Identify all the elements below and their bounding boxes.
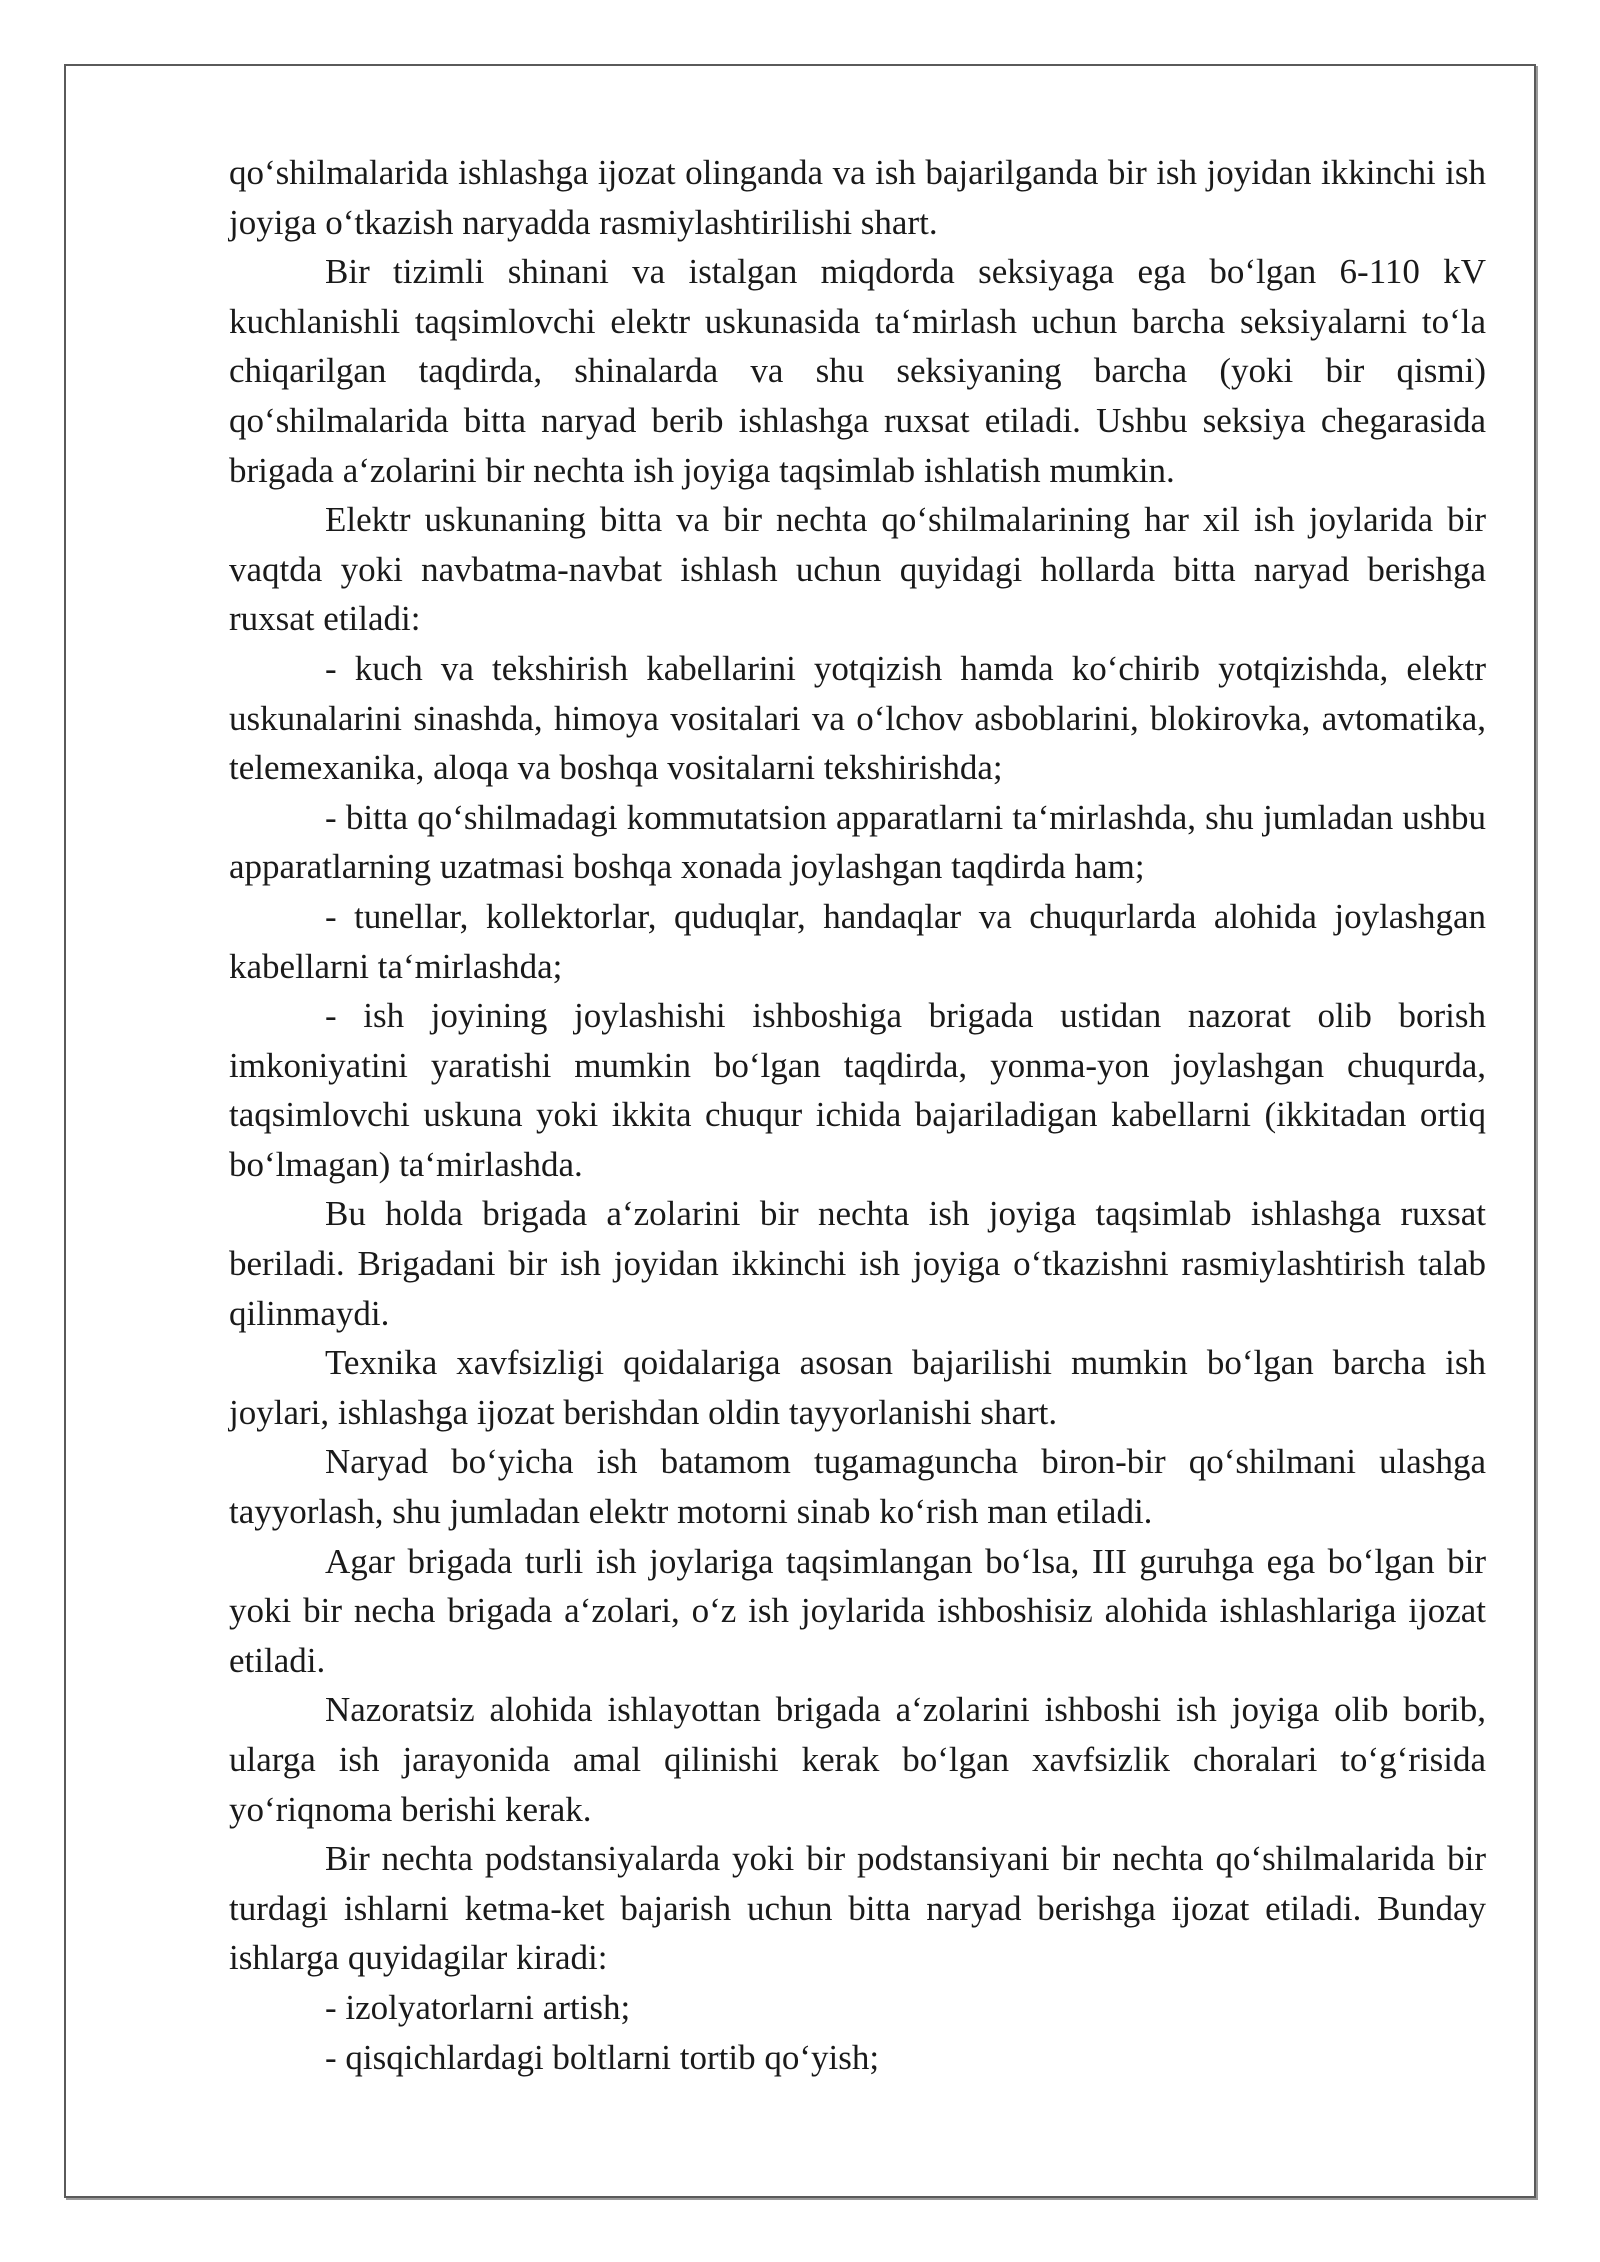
- paragraph: Texnika xavfsizligi qoidalariga asosan bajarilishi mumkin bo‘lgan barcha ish joylari, ishlashga ijozat berishdan oldin tayyorlanishi shart.: [229, 1343, 1486, 1432]
- paragraph: Nazoratsiz alohida ishlayottan brigada a‘zolarini ishboshi ish joyiga olib borib, ularga ish jarayonida amal qilinishi kerak bo‘lgan xavfsizlik choralari to‘g‘risida yo‘riqnoma berishi kerak.: [229, 1690, 1486, 1829]
- list-item: - kuch va tekshirish kabellarini yotqizish hamda ko‘chirib yotqizishda, elektr uskunalarini sinashda, himoya vositalari va o‘lchov asboblarini, blokirovka, avtomatika, telemexanika, aloqa va boshqa vositalarni tekshirishda;: [229, 648, 1486, 788]
- paragraph: Bir nechta podstansiyalarda yoki bir podstansiyani bir nechta qo‘shilmalarida bir turdagi ishlarni ketma-ket bajarish uchun bitta naryad berishga ijozat etiladi. Bunday ishlarga quyidagilar kiradi:: [229, 1839, 1486, 1978]
- document-body: [229, 148, 1486, 2082]
- paragraph: Agar brigada turli ish joylariga taqsimlangan bo‘lsa, III guruhga ega bo‘lgan bir yoki bir necha brigada a‘zolari, o‘z ish joylarida ishboshisiz alohida ishlashlariga ijozat etiladi.: [229, 1541, 1486, 1680]
- paragraph: Bir tizimli shinani va istalgan miqdorda seksiyaga ega bo‘lgan 6-110 kV kuchlanishli taqsimlovchi elektr uskunasida ta‘mirlash uchun barcha seksiyalarni to‘la chiqarilgan taqdirda, shinalarda va shu seksiyaning barcha (yoki bir qismi) qo‘shilmalarida bitta naryad berib ishlashga ruxsat etiladi. Ushbu seksiya chegarasida brigada a‘zolarini bir nechta ish joyiga taqsimlab ishlatish mumkin.: [229, 252, 1486, 490]
- paragraph: Elektr uskunaning bitta va bir nechta qo‘shilmalarining har xil ish joylarida bir vaqtda yoki navbatma-navbat ishlash uchun quyidagi hollarda bitta naryad berishga ruxsat etiladi:: [229, 500, 1486, 639]
- list-item: - ish joyining joylashishi ishboshiga brigada ustidan nazorat olib borish imkoniyatini yaratishi mumkin bo‘lgan taqdirda, yonma-yon joylashgan chuqurda, taqsimlovchi uskuna yoki ikkita chuqur ichida bajariladigan kabellarni (ikkitadan ortiq bo‘lmagan) ta‘mirlashda.: [229, 996, 1486, 1184]
- paragraph: Naryad bo‘yicha ish batamom tugamaguncha biron-bir qo‘shilmani ulashga tayyorlash, shu jumladan elektr motorni sinab ko‘rish man etiladi.: [229, 1442, 1486, 1532]
- list-item: - bitta qo‘shilmadagi kommutatsion apparatlarni ta‘mirlashda, shu jumladan ushbu apparatlarning uzatmasi boshqa xonada joylashgan taqdirda ham;: [229, 797, 1486, 887]
- list-item: - izolyatorlarni artish;: [325, 1987, 631, 2027]
- list-item: - qisqichlardagi boltlarni tortib qo‘yish;: [325, 2037, 880, 2077]
- paragraph-continuation: qo‘shilmalarida ishlashga ijozat olinganda va ish bajarilganda bir ish joyidan ikkinchi ish joyiga o‘tkazish naryadda rasmiylashtirilishi shart.: [229, 153, 1486, 242]
- list-item: - tunellar, kollektorlar, quduqlar, handaqlar va chuqurlarda alohida joylashgan kabellarni ta‘mirlashda;: [229, 896, 1486, 986]
- paragraph: Bu holda brigada a‘zolarini bir nechta ish joyiga taqsimlab ishlashga ruxsat beriladi. Brigadani bir ish joyidan ikkinchi ish joyiga o‘tkazishni rasmiylashtirish talab qilinmaydi.: [229, 1194, 1486, 1333]
